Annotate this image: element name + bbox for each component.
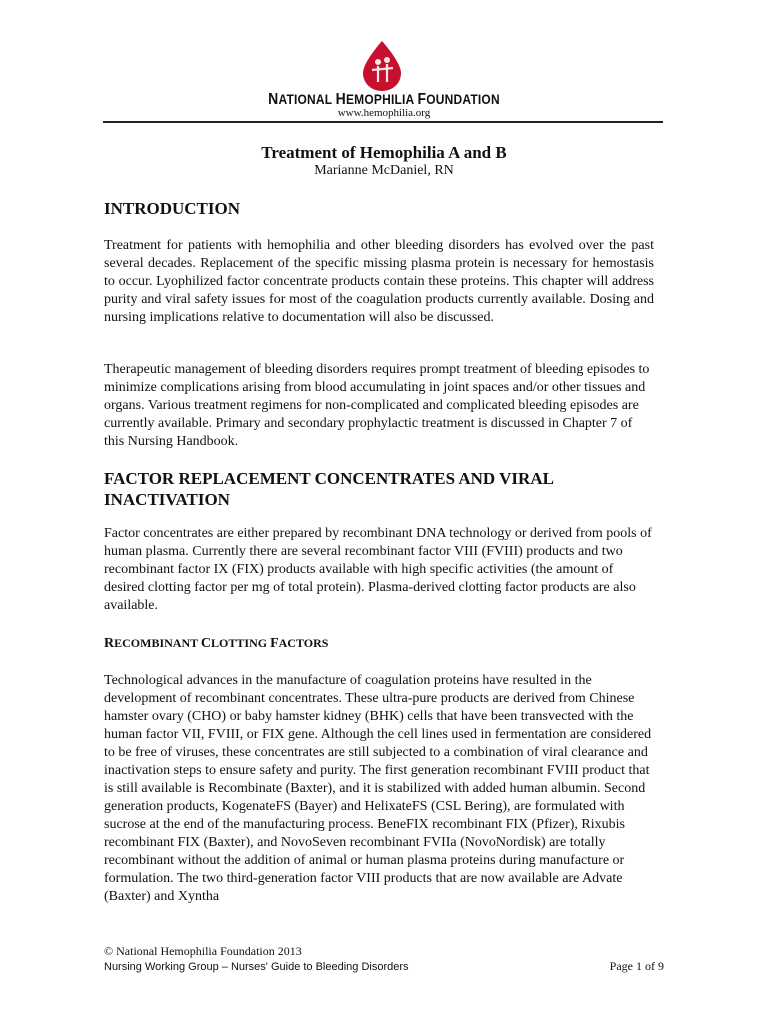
page-number: Page 1 of 9	[609, 959, 664, 973]
footer-series: Nursing Working Group – Nurses' Guide to Bleeding Disorders	[104, 961, 409, 973]
footer-copyright: © National Hemophilia Foundation 2013	[104, 944, 302, 958]
introduction-paragraph-2: Therapeutic management of bleeding disorders requires prompt treatment of bleeding episodes to minimize complications arising from blood accumulating in joint spaces and/or other tissues and organs. Various treatment regimens for non-complicated and complicated bleeding episodes are currently available. Primary and secondary prophylactic treatment is discussed in Chapter 7 of this Nursing Handbook.	[104, 362, 650, 449]
organization-url: www.hemophilia.org	[337, 107, 431, 119]
document-author: Marianne McDaniel, RN	[314, 163, 454, 178]
section-heading-factor-replacement: FACTOR REPLACEMENT CONCENTRATES AND VIRAL INACTIVATION	[104, 469, 553, 509]
footer-line	[104, 959, 664, 974]
section-heading-introduction: INTRODUCTION	[104, 199, 241, 218]
introduction-paragraph-1: Treatment for patients with hemophilia and other bleeding disorders has evolved over the past several decades. Replacement of the specific missing plasma protein is necessary for hemostasis to occur. Lyophilized factor concentrate products contain these proteins. This chapter will address purity and viral safety issues for most of the coagulation products currently available. Dosing and nursing implications relative to documentation will also be discussed.	[104, 238, 654, 325]
organization-name: NATIONAL HEMOPHILIA FOUNDATION	[268, 88, 500, 108]
factor-paragraph-1: Factor concentrates are either prepared by recombinant DNA technology or derived from pools of human plasma. Currently there are several recombinant factor VIII (FVIII) products and two recombinant factor IX (FIX) products available with high specific activities (the amount of desired clotting factor per mg of total protein). Plasma-derived clotting factor products are also available.	[104, 526, 652, 613]
header-divider	[103, 121, 663, 123]
subsection-heading-recombinant: RECOMBINANT CLOTTING FACTORS	[104, 636, 329, 651]
document-title: Treatment of Hemophilia A and B	[261, 143, 507, 162]
blood-drop-logo-icon	[358, 40, 406, 92]
recombinant-paragraph-1: Technological advances in the manufacture of coagulation proteins have resulted in the development of recombinant concentrates. These ultra-pure products are derived from Chinese hamster ovary (CHO) or baby hamster kidney (BHK) cells that have been transvected with the human factor VII, FVIII, or FIX gene. Although the cell lines used in fermentation are considered to be free of viruses, these concentrates are still subjected to a combination of viral clearance and inactivation steps to ensure safety and purity. The first generation recombinant FVIII product that is still available is Recombinate (Baxter), and it is stabilized with added human albumin. Second generation products, KogenateFS (Bayer) and HelixateFS (CSL Bering), are formulated with sucrose at the end of the manufacturing process. BeneFIX recombinant FIX (Pfizer), Rixubis recombinant FIX (Baxter), and NovoSeven recombinant FVIIa (NovoNordisk) are totally recombinant without the addition of animal or human plasma proteins during manufacture or formulation. The two third-generation factor VIII products that are now available are Advate (Baxter) and Xyntha	[104, 673, 652, 904]
